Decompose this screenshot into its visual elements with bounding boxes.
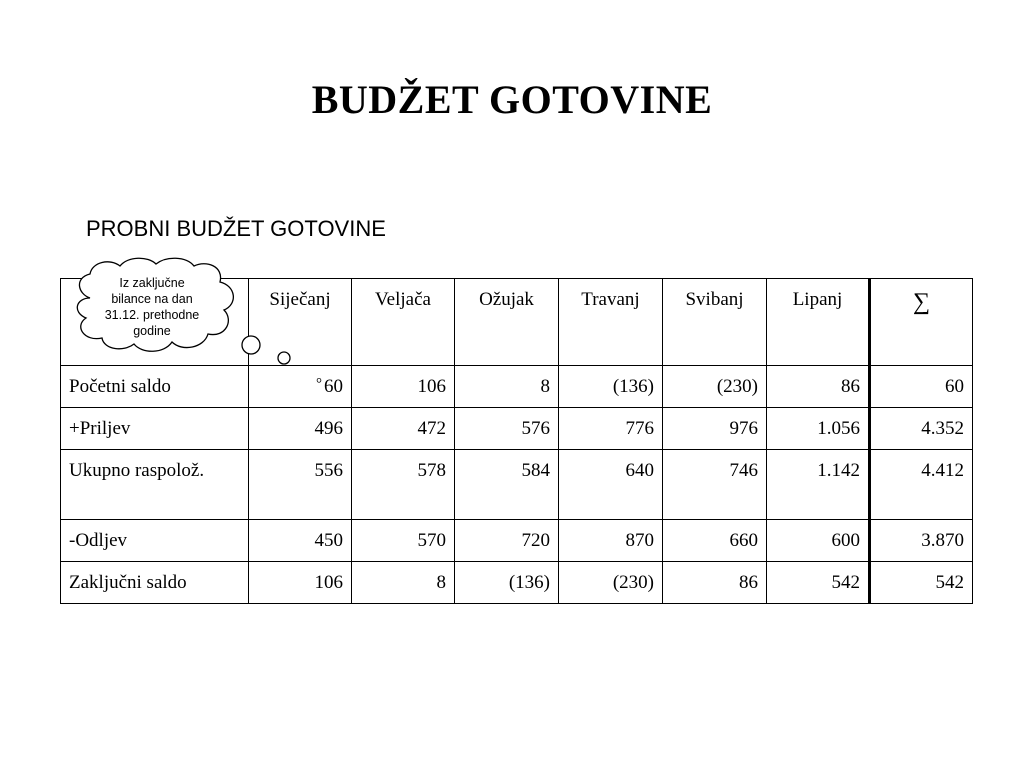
bubble-dot-large: [242, 336, 260, 354]
table-cell: 1.056: [767, 408, 870, 450]
table-cell: 578: [352, 450, 455, 520]
callout-line: bilance na dan: [111, 292, 193, 306]
table-cell-sum: 542: [870, 562, 973, 604]
table-cell: 776: [559, 408, 663, 450]
table-row: [61, 366, 973, 408]
thought-bubble-tail: [240, 334, 300, 366]
table-row: [61, 408, 973, 450]
callout-line: 31.12. prethodne: [104, 308, 200, 322]
table-cell: (136): [455, 562, 559, 604]
table-cell: 542: [767, 562, 870, 604]
callout-text: [86, 275, 218, 339]
table-cell: 496: [249, 408, 352, 450]
table-cell: 870: [559, 520, 663, 562]
col-header-travanj: Travanj: [559, 279, 663, 366]
table-cell: 86: [663, 562, 767, 604]
row-label-pocetni-saldo: Početni saldo: [61, 366, 249, 408]
callout-line: Iz zaključne: [119, 276, 185, 290]
table-cell: 556: [249, 450, 352, 520]
col-header-sum: ∑: [870, 279, 973, 366]
table-cell: 600: [767, 520, 870, 562]
table-cell: 450: [249, 520, 352, 562]
table-cell: 660: [663, 520, 767, 562]
table-cell: 746: [663, 450, 767, 520]
table-cell: (230): [663, 366, 767, 408]
cell-value: 60: [324, 376, 343, 397]
table-subtitle: PROBNI BUDŽET GOTOVINE: [86, 216, 386, 241]
table-cell-sum: 60: [870, 366, 973, 408]
bubble-dot-small: [278, 352, 290, 364]
table-row: [61, 450, 973, 520]
table-cell: 106: [352, 366, 455, 408]
table-cell: 570: [352, 520, 455, 562]
row-label-odljev: -Odljev: [61, 520, 249, 562]
page-title: BUDŽET GOTOVINE: [311, 77, 713, 122]
table-cell: 576: [455, 408, 559, 450]
table-cell: 584: [455, 450, 559, 520]
table-cell: 472: [352, 408, 455, 450]
table-cell-sum: 3.870: [870, 520, 973, 562]
col-header-sijecanj: Siječanj: [249, 279, 352, 366]
table-cell: [249, 366, 352, 408]
table-row: [61, 520, 973, 562]
col-header-svibanj: Svibanj: [663, 279, 767, 366]
table-cell: 720: [455, 520, 559, 562]
table-cell: 640: [559, 450, 663, 520]
table-cell-sum: 4.412: [870, 450, 973, 520]
table-row: [61, 562, 973, 604]
row-label-zakljucni-saldo: Zaključni saldo: [61, 562, 249, 604]
table-cell-sum: 4.352: [870, 408, 973, 450]
table-cell: 106: [249, 562, 352, 604]
table-cell: 8: [352, 562, 455, 604]
row-label-priljev: +Priljev: [61, 408, 249, 450]
row-label-ukupno-raspoloz: Ukupno raspolož.: [61, 450, 249, 520]
col-header-ozujak: Ožujak: [455, 279, 559, 366]
col-header-veljaca: Veljača: [352, 279, 455, 366]
footnote-marker: °: [316, 376, 322, 392]
table-cell: 976: [663, 408, 767, 450]
table-cell: 1.142: [767, 450, 870, 520]
col-header-lipanj: Lipanj: [767, 279, 870, 366]
callout-line: godine: [133, 324, 171, 338]
table-cell: (136): [559, 366, 663, 408]
table-cell: (230): [559, 562, 663, 604]
table-cell: 8: [455, 366, 559, 408]
table-cell: 86: [767, 366, 870, 408]
